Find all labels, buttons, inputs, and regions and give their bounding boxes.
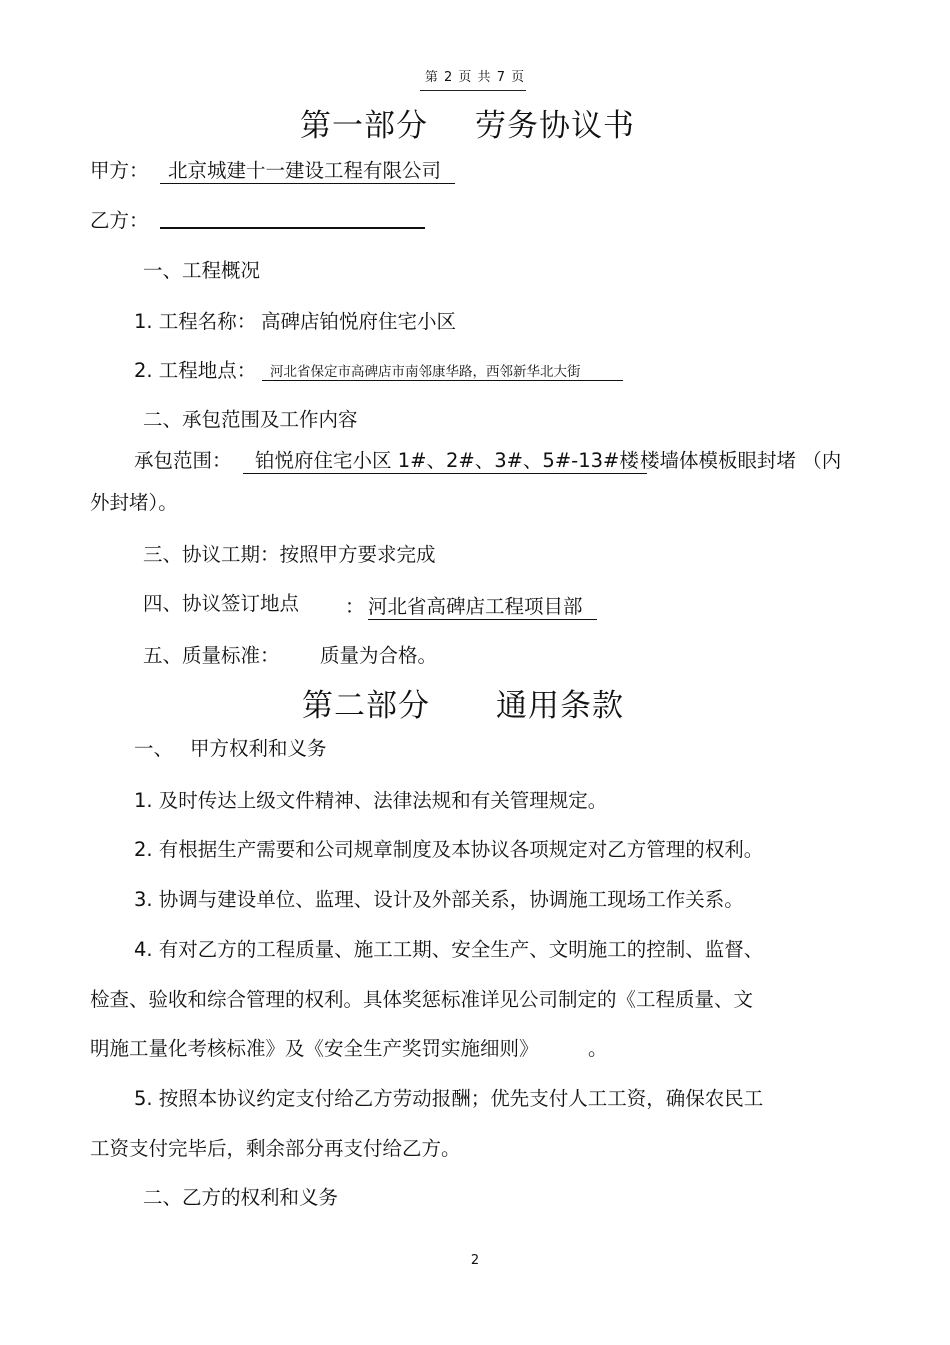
party-a-label: 甲方： [90,159,149,182]
part1-subtitle: 劳务协议书 [475,108,635,144]
clause-4-end: 。 [588,1037,608,1060]
scope-underlined: 铂悦府住宅小区 1#、2#、3#、5#-13#楼 [243,445,647,474]
clause-3: 3. 协调与建设单位、监理、设计及外部关系，协调施工现场工作关系。 [134,888,744,911]
section-3: 三、协议工期：按照甲方要求完成 [143,543,436,566]
project-name-label: 1. 工程名称： [134,310,257,333]
section-2-heading: 二、承包范围及工作内容 [143,408,358,431]
clause-4-line-3: 明施工量化考核标准》及《安全生产奖罚实施细则》 [90,1037,539,1060]
part2-subtitle: 通用条款 [496,688,624,724]
clause-5-line-1: 5. 按照本协议约定支付给乙方劳动报酬；优先支付人工工资，确保农民工 [134,1087,764,1110]
part2-section-1-heading: 甲方权利和义务 [190,737,327,760]
part1-title: 第一部分 [300,108,428,144]
party-b-blank-line [160,227,425,229]
scope-continued: 外封堵）。 [90,491,178,514]
section-5-label: 五、质量标准： [143,644,280,667]
clause-5-line-2: 工资支付完毕后，剩余部分再支付给乙方。 [90,1137,461,1160]
part2-section-1-number: 一、 [134,737,174,760]
signing-location-value: 河北省高碑店工程项目部 [368,591,597,620]
clause-4-line-1: 4. 有对乙方的工程质量、施工工期、安全生产、文明施工的控制、监督、 [134,938,764,961]
part2-title: 第二部分 [302,688,430,724]
party-a-value: 北京城建十一建设工程有限公司 [160,155,455,184]
header-rule [420,90,526,91]
section-5-value: 质量为合格。 [320,644,438,667]
party-b-label: 乙方： [90,209,149,232]
page-number: 2 [470,1253,480,1268]
part2-section-2-heading: 二、乙方的权利和义务 [143,1186,339,1209]
section-4-label: 四、协议签订地点 [143,592,300,615]
project-location-value: 河北省保定市高碑店市南邻康华路，西邻新华北大街 [262,360,623,381]
project-location-label: 2. 工程地点： [134,359,257,382]
clause-2: 2. 有根据生产需要和公司规章制度及本协议各项规定对乙方管理的权利。 [134,838,764,861]
page-indicator: 第 2 页 共 7 页 [424,70,526,85]
scope-label: 承包范围： [134,449,232,472]
section-4-colon: ： [345,595,365,618]
project-name-value: 高碑店铂悦府住宅小区 [261,310,457,333]
section-1-heading: 一、工程概况 [143,259,261,282]
clause-1: 1. 及时传达上级文件精神、法律法规和有关管理规定。 [134,789,608,812]
scope-rest: 楼墙体模板眼封堵 （内 [640,449,842,472]
clause-4-line-2: 检查、验收和综合管理的权利。具体奖惩标准详见公司制定的《工程质量、文 [90,988,754,1011]
